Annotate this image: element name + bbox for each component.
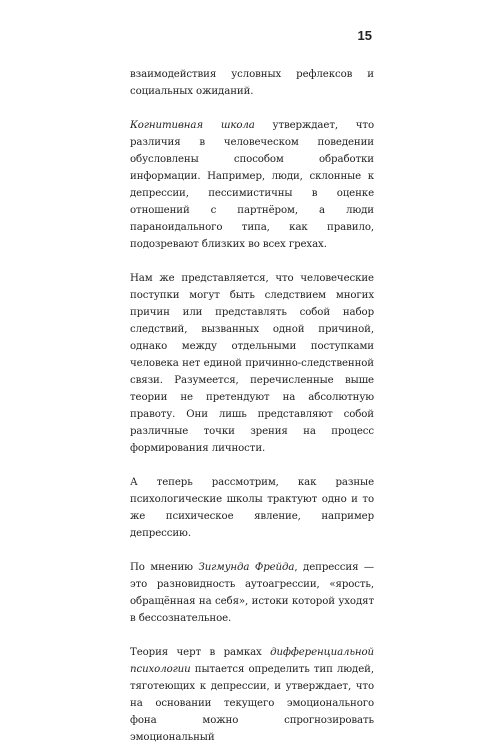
paragraph bbox=[130, 270, 374, 457]
paragraph bbox=[130, 644, 374, 746]
body-text bbox=[130, 66, 374, 746]
text-segment: взаимодействия условных рефлексов и социальных ожиданий. bbox=[130, 69, 374, 97]
text-segment: , депрессия — это разновидность аутоагрессии, «ярость, обращённая на себя», истоки которой уходят в бессознательное. bbox=[130, 562, 375, 624]
text-segment: По мнению bbox=[130, 562, 199, 573]
paragraph bbox=[130, 559, 374, 627]
emphasis-text: Зигмунда Фрейда bbox=[198, 562, 295, 573]
text-segment: пытается определить тип людей, тяготеющих к депрессии, и утверждает, что на основании текущего эмоционального фона можно спрогнозировать эмоциональный bbox=[130, 664, 374, 743]
text-segment: утверждает, что различия в человеческом поведении обусловлены способом обработки информации. Например, люди, склонные к депрессии, пессимистичны в оценке отношений с партнёром, а люди параноидального типа, как правило, подозревают близких во всех грехах. bbox=[130, 120, 374, 250]
paragraph bbox=[130, 66, 374, 100]
text-segment: Теория черт в рамках bbox=[130, 647, 271, 658]
page-number: 15 bbox=[357, 28, 372, 43]
emphasis-text: дифференциальной психологии bbox=[130, 647, 374, 675]
text-segment: Нам же представляется, что человеческие поступки могут быть следствием многих причин или представлять собой набор следствий, вызванных одной причиной, однако между отдельными поступками человека нет единой причинно-следственной связи. Разумеется, перечисленные выше теории не претендуют на абсолютную правоту. Они лишь представляют собой различные точки зрения на процесс формирования личности. bbox=[130, 273, 374, 454]
paragraph bbox=[130, 117, 374, 253]
emphasis-text: Когнитивная школа bbox=[130, 120, 255, 131]
text-segment: А теперь рассмотрим, как разные психологические школы трактуют одно и то же психическое явление, например депрессию. bbox=[130, 477, 374, 539]
paragraph bbox=[130, 474, 374, 542]
